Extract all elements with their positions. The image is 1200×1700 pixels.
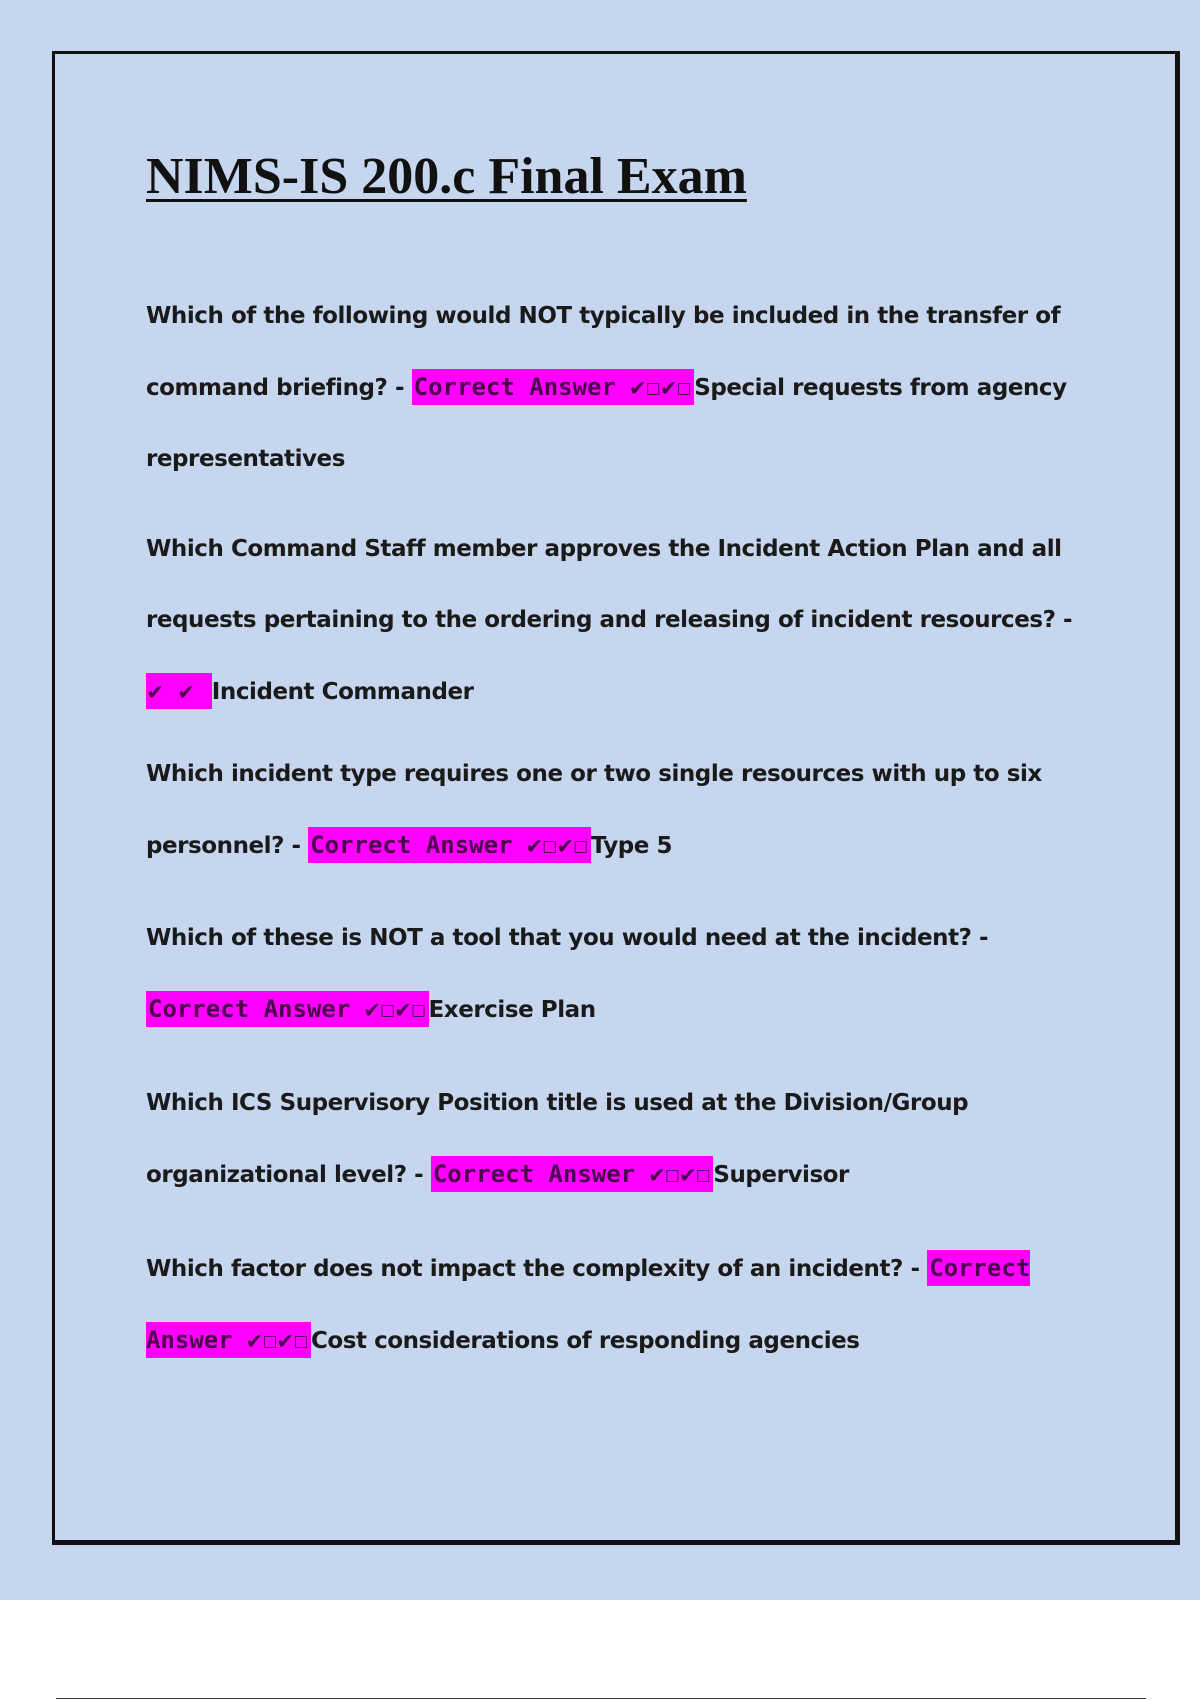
check-box-icon: ✔☐✔☐ xyxy=(649,1160,712,1188)
document-title: NIMS-IS 200.c Final Exam xyxy=(146,148,747,205)
qa-item-5 xyxy=(146,1068,1086,1211)
check-box-icon: ✔☐✔☐ xyxy=(247,1326,309,1354)
qa-item-1 xyxy=(146,281,1086,495)
answer-marker: Correct Answer xyxy=(148,995,365,1023)
question-text: Which ICS Supervisory Position title is used at the Division/Group organizational level? - xyxy=(146,1090,969,1188)
answer-text: Incident Commander xyxy=(211,679,474,705)
answer-highlight xyxy=(431,1156,714,1192)
qa-item-6 xyxy=(146,1233,1086,1377)
answer-marker: Correct Answer xyxy=(310,831,527,859)
check-box-icon: ✔ ✔ xyxy=(148,677,210,705)
answer-text: Exercise Plan xyxy=(428,997,596,1023)
answer-text: Supervisor xyxy=(713,1162,849,1188)
question-text: Which incident type requires one or two single resources with up to six personnel? - xyxy=(146,761,1042,859)
answer-text: Type 5 xyxy=(590,833,673,859)
answer-marker: Correct Answer xyxy=(413,373,631,401)
question-text: Which factor does not impact the complexity of an incident? - xyxy=(146,1256,928,1282)
question-text: Which of the following would NOT typically be included in the transfer of command briefing? - xyxy=(146,303,1061,401)
check-box-icon: ✔☐✔☐ xyxy=(630,373,693,401)
answer-text: Cost considerations of responding agencies xyxy=(310,1328,860,1354)
footer-divider xyxy=(56,1698,1146,1699)
qa-item-2 xyxy=(146,514,1086,728)
question-text: Which Command Staff member approves the Incident Action Plan and all requests pertaining to the ordering and releasing of incident resources? - xyxy=(146,536,1073,633)
check-box-icon: ✔☐✔☐ xyxy=(526,831,589,859)
qa-item-3 xyxy=(146,739,1086,882)
question-text: Which of these is NOT a tool that you would need at the incident? - xyxy=(146,925,989,951)
answer-highlight xyxy=(308,827,591,863)
answer-highlight xyxy=(146,673,212,709)
answer-text: Special requests from agency representatives xyxy=(146,375,1067,472)
answer-marker: Correct Answer xyxy=(432,1160,650,1188)
check-box-icon: ✔☐✔☐ xyxy=(364,995,427,1023)
qa-item-4 xyxy=(146,903,1086,1046)
answer-marker: Correct Answer xyxy=(146,1254,1031,1354)
answer-highlight xyxy=(146,991,429,1027)
answer-highlight xyxy=(412,369,695,405)
